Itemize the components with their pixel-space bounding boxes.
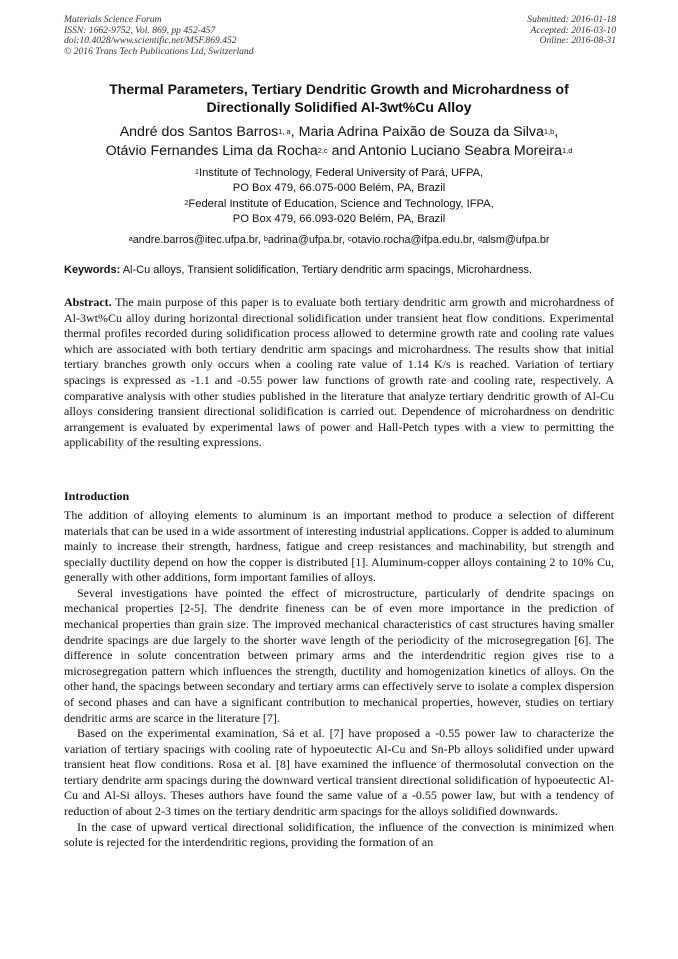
section-heading: Introduction [64, 489, 130, 503]
doi: doi:10.4028/www.scientific.net/MSF.869.452 [64, 35, 237, 47]
author-name: Maria Adrina Paixão de Souza da Silva [298, 124, 544, 140]
abstract-text: The main purpose of this paper is to evaluate both tertiary dendritic arm growth and microhardness of Al-3wt%Cu alloy during horizontal directional solidification under transient heat flow conditions. Experimental thermal profiles recorded during solidification process allowed to determine growth rate and cooling rate values which are associated with both tertiary dendritic arm spacings and microhardness. The results show that initial tertiary branches growth only occurs when a cooling rate value of 1.14 K/s is reached. Variation of tertiary spacings is expressed as -1.1 and -0.55 power law functions of growth rate and cooling rate, respectively. A comparative analysis with other studies published in the literature that analyze tertiary dendritic growth of Al-Cu alloys considering transient directional solidification is carried out. Dependence of microhardness on dendritic arrangement is evaluated by experimental laws of power and Hall-Petch types with a view to permitting the applicability of the resulting expressions. [64, 295, 614, 450]
email-link[interactable]: otavio.rocha@ifpa.edu.br, [351, 234, 475, 246]
affiliation-line: Federal Institute of Education, Science and Technology, IFPA, [188, 198, 494, 210]
affiliations: $^1$Institute of Technology, Federal University of Pará, UFPA, PO Box 479, 66.075-000 Belém, PA, Brazil $^2$Federal Institute of Education, Science and Technology, IFPA, PO Box 479, 66.093-020 Belém, PA, Brazil [30, 166, 648, 226]
paragraph: Several investigations have pointed the effect of microstructure, particularly of dendrite spacings on mechanical properties [2-5]. The dendrite fineness can be of even more importance in the prediction of mechanical properties than grain size. The improved mechanical characteristics of cast structures having smaller dendrite spacings are due largely to the shorter wave length of the periodicity of the microsegregation [6]. The difference in solute concentration between primary arms and the interdendritic region gives rise to a microsegregation pattern which influences the strength, ductility and homogenization kinetics of alloys. On the other hand, the spacings between secondary and tertiary arms can effectively serve to isolate a complex dispersion of second phases and can have a significant contribution to mechanical properties, however, studies on tertiary dendritic arms are scarce in the literature [7]. [64, 585, 614, 725]
email-link[interactable]: alsm@ufpa.br [482, 234, 550, 246]
keywords-label: Keywords: [64, 264, 121, 276]
keywords [64, 263, 624, 277]
introduction-body [64, 508, 614, 851]
abstract-label: Abstract. [64, 295, 112, 309]
submitted-date: Submitted: 2016-01-18 [527, 14, 616, 25]
author-name: André dos Santos Barros [119, 124, 279, 140]
journal-name: Materials Science Forum [64, 14, 162, 25]
author-name: Otávio Fernandes Lima da Rocha [105, 143, 318, 159]
affiliation-line: Institute of Technology, Federal University of Pará, UFPA, [199, 167, 484, 179]
paragraph: The addition of alloying elements to aluminum is an important method to produce a selection of different materials that can be used in a wide assortment of interesting industrial applications. Copper is added to aluminum mainly to increase their strength, hardness, fatigue and creep resistances and machinability, but strength and specially ductility depend on how the copper is distributed [1]. Aluminum-copper alloys containing 2 to 10% Cu, generally with other additions, form important families of alloys. [64, 508, 614, 585]
online-date: Online: 2016-08-31 [539, 35, 616, 47]
copyright: © 2016 Trans Tech Publications Ltd, Switzerland [64, 45, 254, 57]
author-list: André dos Santos Barros$^{1, a}$, Maria Adrina Paixão de Souza da Silva$^{1,b}$, Otávio Fernandes Lima da Rocha$^{2,c}$ and Antonio Luciano Seabra Moreira$^{1,d}$ [105, 124, 573, 159]
accepted-date: Accepted: 2016-03-10 [530, 24, 616, 36]
abstract [64, 295, 614, 451]
author-name: Antonio Luciano Seabra Moreira [358, 143, 562, 159]
keywords-text: Al-Cu alloys, Transient solidification, Tertiary dendritic arm spacings, Microhardness. [122, 264, 533, 276]
affiliation-line: PO Box 479, 66.093-020 Belém, PA, Brazil [232, 212, 446, 225]
affiliation-line: PO Box 479, 66.075-000 Belém, PA, Brazil [232, 181, 446, 194]
paper-title: Thermal Parameters, Tertiary Dendritic Growth and Microhardness of Directionally Solidified Al-3wt%Cu Alloy [109, 81, 569, 115]
journal-header [64, 15, 254, 57]
paragraph: In the case of upward vertical directional solidification, the influence of the convection is minimized when solute is rejected for the interdendritic regions, providing the formation of an [64, 819, 614, 850]
email-link[interactable]: andre.barros@itec.ufpa.br, [132, 234, 261, 246]
paragraph: Based on the experimental examination, Sá et al. [7] have proposed a -0.55 power law to characterize the variation of tertiary spacings with cooling rate of hypoeutectic Al-Cu and Sn-Pb alloys solidified under upward transient heat flow conditions. Rosa et al. [8] have examined the influence of thermosolutal convection on the tertiary dendrite arm spacings during the downward vertical transient directional solidification of hypoeutectic Al-Cu and Al-Si alloys. Theses authors have found the same value of a -0.55 power law, but with a tendency of reduction of about 2-3 times on the tertiary dendritic arm spacings for the alloys solidified downwards. [64, 726, 614, 818]
issn: ISSN: 1662-9752, Vol. 869, pp 452-457 [64, 24, 216, 36]
email-list: $^a$andre.barros@itec.ufpa.br, $^b$adrina@ufpa.br, $^c$otavio.rocha@ifpa.edu.br, $^d$alsm@ufpa.br [128, 234, 550, 246]
dates-header [527, 15, 616, 47]
email-link[interactable]: adrina@ufpa.br, [267, 234, 345, 246]
